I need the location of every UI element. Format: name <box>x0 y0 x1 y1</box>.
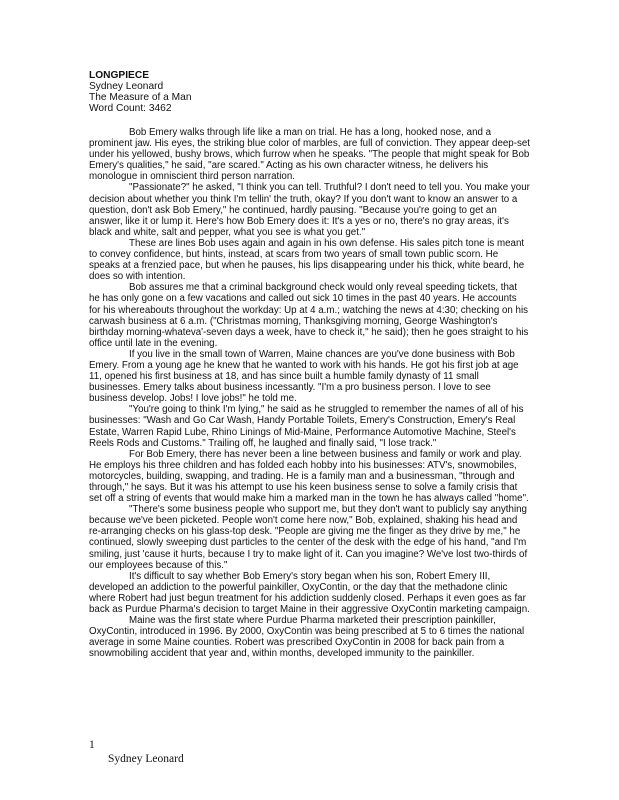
footer-author-name: Sydney Leonard <box>108 753 184 765</box>
author-line: Sydney Leonard <box>89 81 164 93</box>
paragraph: "You're going to think I'm lying," he said as he struggled to remember the names of all of his businesses: "Wash and Go Car Wash, Handy Portable Toilets, Emery's Construction, Emery's Real Estate, Warren Rapid Lube, Rhino Linings of Mid-Maine, Performance Automotive Machine, Steel's Reels Rods and Customs." Trailing off, he laughed and finally said, "I lose track." <box>89 404 524 449</box>
article-body <box>89 127 530 660</box>
page-number: 1 <box>89 739 95 751</box>
paragraph: Maine was the first state where Purdue Pharma marketed their prescription painkiller, OxyContin, introduced in 1996. By 2000, OxyContin was being prescribed at 5 to 6 times the national average in some Maine counties. Robert was prescribed OxyContin in 2008 for back pain from a snowmobiling accident that year and, within months, developed immunity to the painkiller. <box>89 615 525 660</box>
slug-line: LONGPIECE <box>89 70 150 81</box>
title-line: The Measure of a Man <box>89 92 192 104</box>
paragraph: It's difficult to say whether Bob Emery's story began when his son, Robert Emery III, developed an addiction to the powerful painkiller, OxyContin, or the day that the methadone clinic where Robert had just begun treatment for his addiction suddenly closed. Perhaps it even goes as far back as Purdue Pharma's decision to target Maine in their aggressive OxyContin marketing campaign. <box>89 570 530 616</box>
paragraph: Bob Emery walks through life like a man on trial. He has a long, hooked nose, and a prominent jaw. His eyes, the striking blue color of marbles, are full of conviction. They appear deep-set under his yellowed, bushy brows, which furrow when he speaks. "The people that might speak for Bob Emery's qualities," he said, "are scared." Acting as his own character witness, he delivers his monologue in omniscient third person narration. <box>89 127 530 183</box>
paragraph: If you live in the small town of Warren, Maine chances are you've done business with Bob Emery. From a young age he knew that he wanted to work with his hands. He got his first job at age 11, opened his first business at 18, and has since built a humble family dynasty of 11 small businesses. Emery talks about business incessantly. "I'm a pro business person. I love to see business develop. Jobs! I love jobs!" he told me. <box>89 348 519 405</box>
manuscript-header <box>89 70 529 114</box>
paragraph: For Bob Emery, there has never been a line between business and family or work and play. He employs his three children and has folded each hobby into his businesses: ATV's, snowmobiles, motorcycles, building, swapping, and trading. He is a family man and a businessman, "through and through," he says. But it was his attempt to use his keen business sense to solve a family crisis that set off a string of events that would make him a marked man in the town he has always called "home". <box>89 448 529 505</box>
paragraph: These are lines Bob uses again and again in his own defense. His sales pitch tone is meant to convey confidence, but hints, instead, at scars from two years of small town public scorn. He speaks at a frenzied pace, but when he pauses, his lips disappearing under his thick, white beard, he does so with intention. <box>89 237 525 283</box>
word-count-line: Word Count: 3462 <box>89 103 172 115</box>
paragraph: "Passionate?" he asked, "I think you can tell. Truthful? I don't need to tell you. You make your decision about whether you think I'm tellin' the truth, okay? If you don't want to know an answer to a question, don't ask Bob Emery," he continued, hardly pausing. "Because you're going to get an answer, like it or lump it. Here's how Bob Emery does it: It's a yes or no, there's no gray areas, it's black and white, salt and pepper, what you see is what you get." <box>89 182 530 238</box>
paragraph: "There's some business people who support me, but they don't want to publicly say anything because we've been picketed. People won't come here now," Bob, explained, shaking his head and re-arranging checks on his glass-top desk. "People are giving me the finger as they drive by me," he continued, slowly sweeping dust particles to the center of the desk with the edge of his hand, "and I'm smiling, just 'cause it hurts, because I try to make light of it. Can you imagine? We've lost two-thirds of our employees because of this." <box>89 504 528 571</box>
paragraph: Bob assures me that a criminal background check would only reveal speeding tickets, that he has only gone on a few vacations and called out sick 10 times in the past 40 years. He accounts for his whereabouts throughout the workday: Up at 4 a.m.; watching the news at 4:30; checking on his carwash business at 6 a.m. ("Christmas morning, Thanksgiving morning, George Washington's birthday morning-whateva'-seven days a week, have to check it," he said); then he goes straight to his office until late in the evening. <box>89 282 529 349</box>
